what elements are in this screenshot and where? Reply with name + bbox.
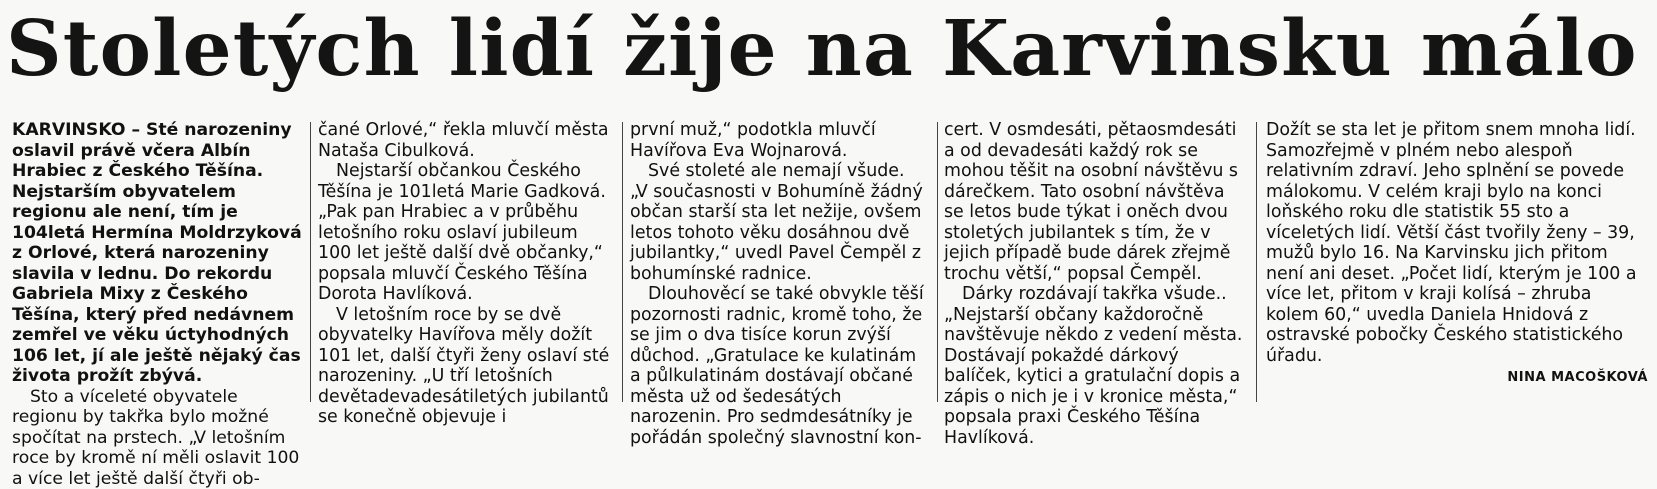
lead-paragraph: KARVINSKO – Sté narozeniny oslavil právě včera Albín Hrabiec z Českého Těšína. Nejstarším obyvatelem regionu ale není, tím je 104letá Hermína Moldrzyková z Orlové, která narozeniny slavila v lednu. Do rekordu Gabriela Mixy z Českého Těšína, který před nedávnem zemřel ve věku úctyhodných 106 let, jí ale ještě nějaký čas života prožít zbývá. — [12, 120, 302, 387]
column-divider — [622, 122, 623, 402]
body-paragraph: čané Orlové,“ řekla mluvčí města Nataša Cibulková. — [318, 120, 610, 161]
headline: Stoletých lidí žije na Karvinsku málo — [6, 2, 1656, 96]
body-paragraph: Dožít se sta let je přitom snem mnoha lidí. Samozřejmě v plném nebo alespoň relativním zdraví. Jeho splnění se povede málokomu. V celém kraji bylo na konci loňského roku dle statistik 55 sto a víceletých lidí. Větší část tvořily ženy – 39, mužů bylo 16. Na Karvinsku jich přitom není ani deset. „Počet lidí, kterým je 100 a více let, přitom v kraji kolísá – zhruba kolem 60,“ uvedla Daniela Hnidová z ostravské pobočky Českého statistického úřadu. — [1266, 120, 1648, 366]
body-paragraph: cert. V osmdesáti, pětaosmdesáti a od devadesáti každý rok se mohou těšit na osobní návštěvu s dárečkem. Tato osobní návštěva se letos bude týkat i oněch dvou stoletých jubilantek s tím, že v jejich případě bude dárek zřejmě trochu větší,“ popsal Čempěl. — [944, 120, 1244, 284]
column-divider — [937, 122, 938, 402]
column-divider — [1256, 122, 1257, 402]
body-paragraph: první muž,“ podotkla mluvčí Havířova Eva Wojnarová. — [630, 120, 926, 161]
body-paragraph: V letošním roce by se dvě obyvatelky Havířova měly dožít 101 let, další čtyři ženy oslaví sté narozeniny. „U tří letošních devětadevadesátiletých jubilantů se konečně objevuje i — [318, 305, 610, 428]
body-paragraph: Své stoleté ale nemají všude. „V současnosti v Bohumíně žádný občan starší sta let nežije, ovšem letos tohoto věku dosáhnou dvě jubilantky,“ uvedl Pavel Čempěl z bohumínské radnice. — [630, 161, 926, 284]
author-byline: NINA MACOŠKOVÁ — [1266, 368, 1648, 389]
body-paragraph: Dárky rozdávají takřka všude.. „Nejstarší občany každoročně navštěvuje někdo z vedení města. Dostávají pokaždé dárkový balíček, kytici a gratulační dopis a zápis o nich je i v kronice města,“ popsala praxi Českého Těšína Havlíková. — [944, 284, 1244, 448]
article-column-5 — [1266, 120, 1648, 410]
body-paragraph: Nejstarší občankou Českého Těšína je 101letá Marie Gadková. „Pak pan Hrabiec a v průběhu letošního roku oslaví jubileum 100 let ještě další dvě občanky,“ popsala mluvčí Českého Těšína Dorota Havlíková. — [318, 161, 610, 305]
article-column-3 — [630, 120, 926, 410]
column-divider — [310, 122, 311, 402]
body-paragraph: Dlouhověcí se také obvykle těší pozornosti radnic, kromě toho, že se jim o dva tisíce korun zvýší důchod. „Gratulace ke kulatinám a půlkulatinám dostávají občané města už od šedesátých narozenin. Pro sedmdesátníky je pořádán společný slavnostní kon- — [630, 284, 926, 448]
article-column-4 — [944, 120, 1244, 410]
article-column-2 — [318, 120, 610, 410]
article-column-1 — [12, 120, 302, 410]
body-paragraph: Sto a víceleté obyvatele regionu by takřka bylo možné spočítat na prstech. „V letošním roce by kromě ní měli oslavit 100 a více let ještě další čtyři ob- — [12, 387, 302, 489]
